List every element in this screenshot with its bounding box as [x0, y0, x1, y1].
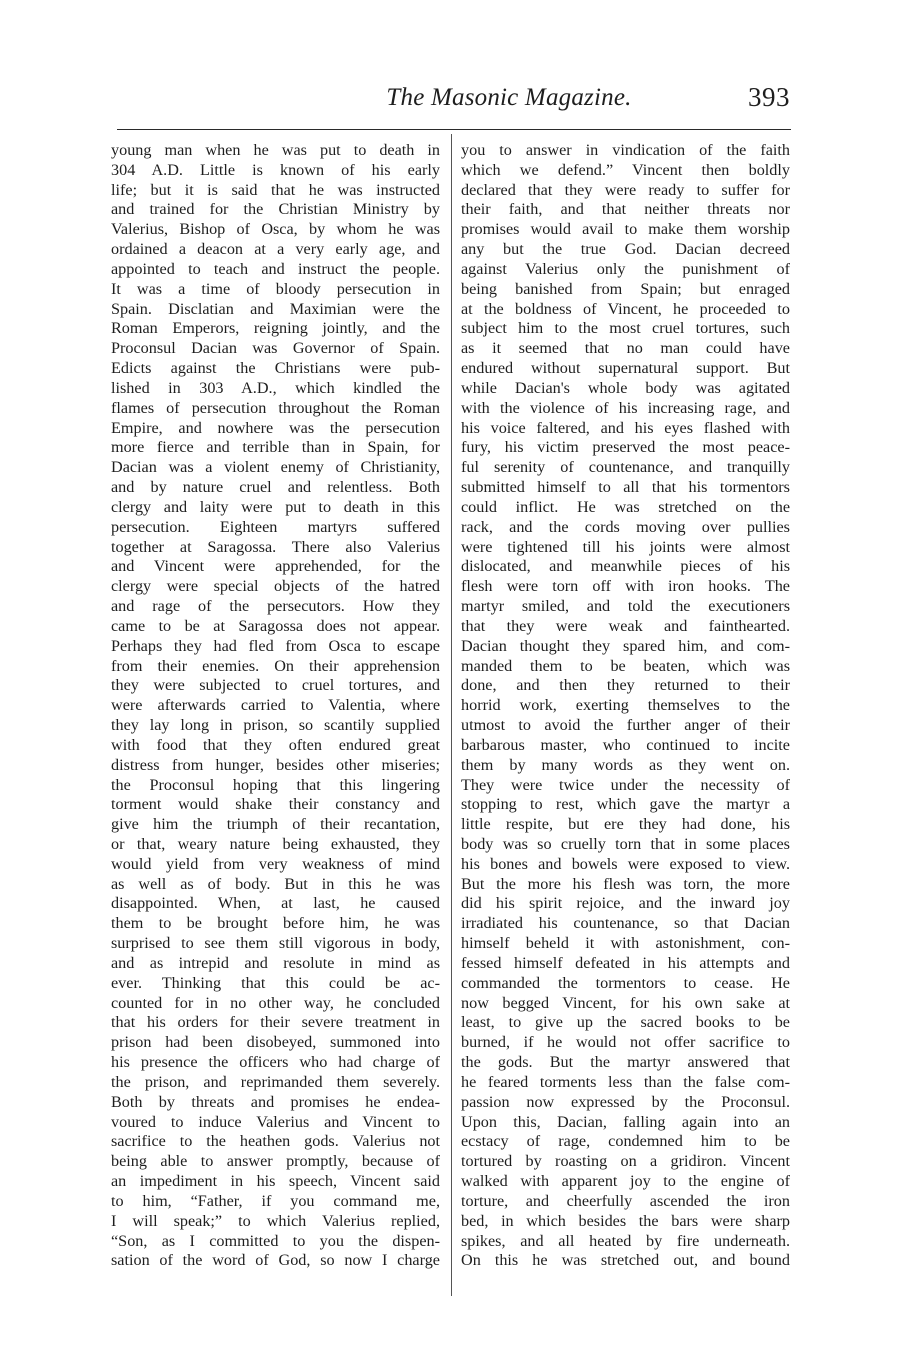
text-line: They were twice under the necessity of — [461, 775, 790, 794]
text-line: tortured by roasting on a gridiron. Vincent — [461, 1152, 790, 1171]
text-line: sacrifice to the heathen gods. Valerius not — [111, 1132, 440, 1151]
text-line: body was so cruelly torn that in some places — [461, 834, 790, 853]
text-line: torment would shake their constancy and — [111, 795, 440, 814]
text-line: Roman Emperors, reigning jointly, and the — [111, 319, 440, 338]
text-line: and rage of the persecutors. How they — [111, 597, 440, 616]
text-line: ever. Thinking that this could be ac- — [111, 973, 440, 992]
text-line: clergy and laity were put to death in this — [111, 497, 440, 516]
text-line: utmost to avoid the further anger of their — [461, 716, 790, 735]
text-line: came to be at Saragossa does not appear. — [111, 616, 440, 635]
page-number: 393 — [748, 82, 790, 112]
text-line: submitted himself to all that his tormentors — [461, 478, 790, 497]
right-text-column — [461, 141, 790, 1271]
text-line: dislocated, and meanwhile pieces of his — [461, 557, 790, 576]
text-line: together at Saragossa. There also Valerius — [111, 537, 440, 556]
text-line: flesh were torn off with iron hooks. The — [461, 577, 790, 596]
text-line: being banished from Spain; but enraged — [461, 279, 790, 298]
text-line: “Son, as I committed to you the dispen- — [111, 1231, 440, 1250]
text-line: On this he was stretched out, and bound — [461, 1251, 790, 1270]
text-line: burned, if he would not offer sacrifice to — [461, 1033, 790, 1052]
text-line: Edicts against the Christians were pub- — [111, 359, 440, 378]
text-line: and Vincent were apprehended, for the — [111, 557, 440, 576]
text-line: prison had been disobeyed, summoned into — [111, 1033, 440, 1052]
text-line: ecstacy of rage, condemned him to be — [461, 1132, 790, 1151]
journal-title: The Masonic Magazine. — [386, 84, 632, 111]
text-line: now begged Vincent, for his own sake at — [461, 993, 790, 1012]
text-line: as it seemed that no man could have — [461, 339, 790, 358]
text-line: give him the triumph of their recantation, — [111, 815, 440, 834]
text-line: I will speak;” to which Valerius replied, — [111, 1211, 440, 1230]
text-line: they were subjected to cruel tortures, and — [111, 676, 440, 695]
text-line: any but the true God. Dacian decreed — [461, 240, 790, 259]
text-line: promises would avail to make them worship — [461, 220, 790, 239]
text-line: barbarous master, who continued to incite — [461, 735, 790, 754]
text-line: distress from hunger, besides other miseries; — [111, 755, 440, 774]
text-line: irradiated his countenance, so that Dacian — [461, 914, 790, 933]
text-line: horrid work, exerting themselves to the — [461, 696, 790, 715]
text-line: and as intrepid and resolute in mind as — [111, 953, 440, 972]
text-line: Valerius, Bishop of Osca, by whom he was — [111, 220, 440, 239]
text-line: and by nature cruel and relentless. Both — [111, 478, 440, 497]
text-line: fessed himself defeated in his attempts and — [461, 953, 790, 972]
text-line: an impediment in his speech, Vincent said — [111, 1172, 440, 1191]
text-line: the prison, and reprimanded them severely. — [111, 1072, 440, 1091]
text-line: lished in 303 A.D., which kindled the — [111, 378, 440, 397]
text-line: while Dacian's whole body was agitated — [461, 378, 790, 397]
text-line: clergy were special objects of the hatred — [111, 577, 440, 596]
text-line: But the more his flesh was torn, the more — [461, 874, 790, 893]
text-line: life; but it is said that he was instructed — [111, 180, 440, 199]
text-line: with the violence of his increasing rage, and — [461, 398, 790, 417]
text-line: It was a time of bloody persecution in — [111, 279, 440, 298]
text-line: 304 A.D. Little is known of his early — [111, 160, 440, 179]
text-line: young man when he was put to death in — [111, 141, 440, 159]
text-line: walked with apparent joy to the engine of — [461, 1172, 790, 1191]
text-line: disappointed. When, at last, he caused — [111, 894, 440, 913]
text-line: his voice faltered, and his eyes flashed with — [461, 418, 790, 437]
text-line: rack, and the cords moving over pullies — [461, 517, 790, 536]
text-line: and trained for the Christian Ministry by — [111, 200, 440, 219]
text-line: that they were weak and fainthearted. — [461, 616, 790, 635]
text-line: his presence the officers who had charge of — [111, 1053, 440, 1072]
text-line: ful serenity of countenance, and tranquilly — [461, 458, 790, 477]
text-line: Spain. Disclatian and Maximian were the — [111, 299, 440, 318]
text-line: Proconsul Dacian was Governor of Spain. — [111, 339, 440, 358]
running-head — [115, 82, 793, 122]
text-line: they lay long in prison, so scantily supplied — [111, 716, 440, 735]
text-line: his bones and bowels were exposed to view. — [461, 854, 790, 873]
column-divider — [451, 134, 452, 1296]
text-line: martyr smiled, and told the executioners — [461, 597, 790, 616]
text-line: at the boldness of Vincent, he proceeded to — [461, 299, 790, 318]
text-line: them by many words as they went on. — [461, 755, 790, 774]
text-line: little respite, but ere they had done, his — [461, 815, 790, 834]
text-line: would yield from very weakness of mind — [111, 854, 440, 873]
text-line: declared that they were ready to suffer for — [461, 180, 790, 199]
text-line: could inflict. He was stretched on the — [461, 497, 790, 516]
text-line: sation of the word of God, so now I charge — [111, 1251, 440, 1270]
text-line: manded them to be beaten, which was — [461, 656, 790, 675]
text-line: against Valerius only the punishment of — [461, 259, 790, 278]
text-line: voured to induce Valerius and Vincent to — [111, 1112, 440, 1131]
text-line: which we defend.” Vincent then boldly — [461, 160, 790, 179]
text-line: were tightened till his joints were almost — [461, 537, 790, 556]
text-line: ordained a deacon at a very early age, and — [111, 240, 440, 259]
left-text-column — [111, 141, 440, 1271]
text-line: subject him to the most cruel tortures, such — [461, 319, 790, 338]
text-line: passion now expressed by the Proconsul. — [461, 1092, 790, 1111]
text-line: done, and then they returned to their — [461, 676, 790, 695]
text-line: bed, in which besides the bars were sharp — [461, 1211, 790, 1230]
text-line: counted for in no other way, he concluded — [111, 993, 440, 1012]
text-line: persecution. Eighteen martyrs suffered — [111, 517, 440, 536]
text-line: Empire, and nowhere was the persecution — [111, 418, 440, 437]
text-line: as well as of body. But in this he was — [111, 874, 440, 893]
text-line: their faith, and that neither threats nor — [461, 200, 790, 219]
header-rule — [117, 129, 791, 130]
text-line: torture, and cheerfully ascended the iron — [461, 1191, 790, 1210]
text-line: that his orders for their severe treatment in — [111, 1013, 440, 1032]
text-line: Upon this, Dacian, falling again into an — [461, 1112, 790, 1131]
text-line: fury, his victim preserved the most peace- — [461, 438, 790, 457]
text-line: the gods. But the martyr answered that — [461, 1053, 790, 1072]
text-line: commanded the tormentors to cease. He — [461, 973, 790, 992]
text-line: Dacian thought they spared him, and com- — [461, 636, 790, 655]
text-line: from their enemies. On their apprehension — [111, 656, 440, 675]
text-line: Perhaps they had fled from Osca to escape — [111, 636, 440, 655]
text-line: surprised to see them still vigorous in body, — [111, 934, 440, 953]
text-line: spikes, and all heated by fire underneath. — [461, 1231, 790, 1250]
text-line: or that, weary nature being exhausted, they — [111, 834, 440, 853]
text-line: were afterwards carried to Valentia, where — [111, 696, 440, 715]
text-line: to him, “Father, if you command me, — [111, 1191, 440, 1210]
text-line: more fierce and terrible than in Spain, for — [111, 438, 440, 457]
text-line: endured without supernatural support. But — [461, 359, 790, 378]
text-line: the Proconsul hoping that this lingering — [111, 775, 440, 794]
text-line: them to be brought before him, he was — [111, 914, 440, 933]
text-line: least, to give up the sacred books to be — [461, 1013, 790, 1032]
text-line: himself beheld it with astonishment, con- — [461, 934, 790, 953]
text-line: did his spirit rejoice, and the inward joy — [461, 894, 790, 913]
text-line: stopping to rest, which gave the martyr a — [461, 795, 790, 814]
text-line: appointed to teach and instruct the people. — [111, 259, 440, 278]
text-line: flames of persecution throughout the Roman — [111, 398, 440, 417]
text-line: he feared torments less than the false com- — [461, 1072, 790, 1091]
text-line: being able to answer promptly, because of — [111, 1152, 440, 1171]
text-line: Dacian was a violent enemy of Christianity, — [111, 458, 440, 477]
text-line: Both by threats and promises he endea- — [111, 1092, 440, 1111]
text-line: you to answer in vindication of the faith — [461, 141, 790, 159]
text-line: with food that they often endured great — [111, 735, 440, 754]
